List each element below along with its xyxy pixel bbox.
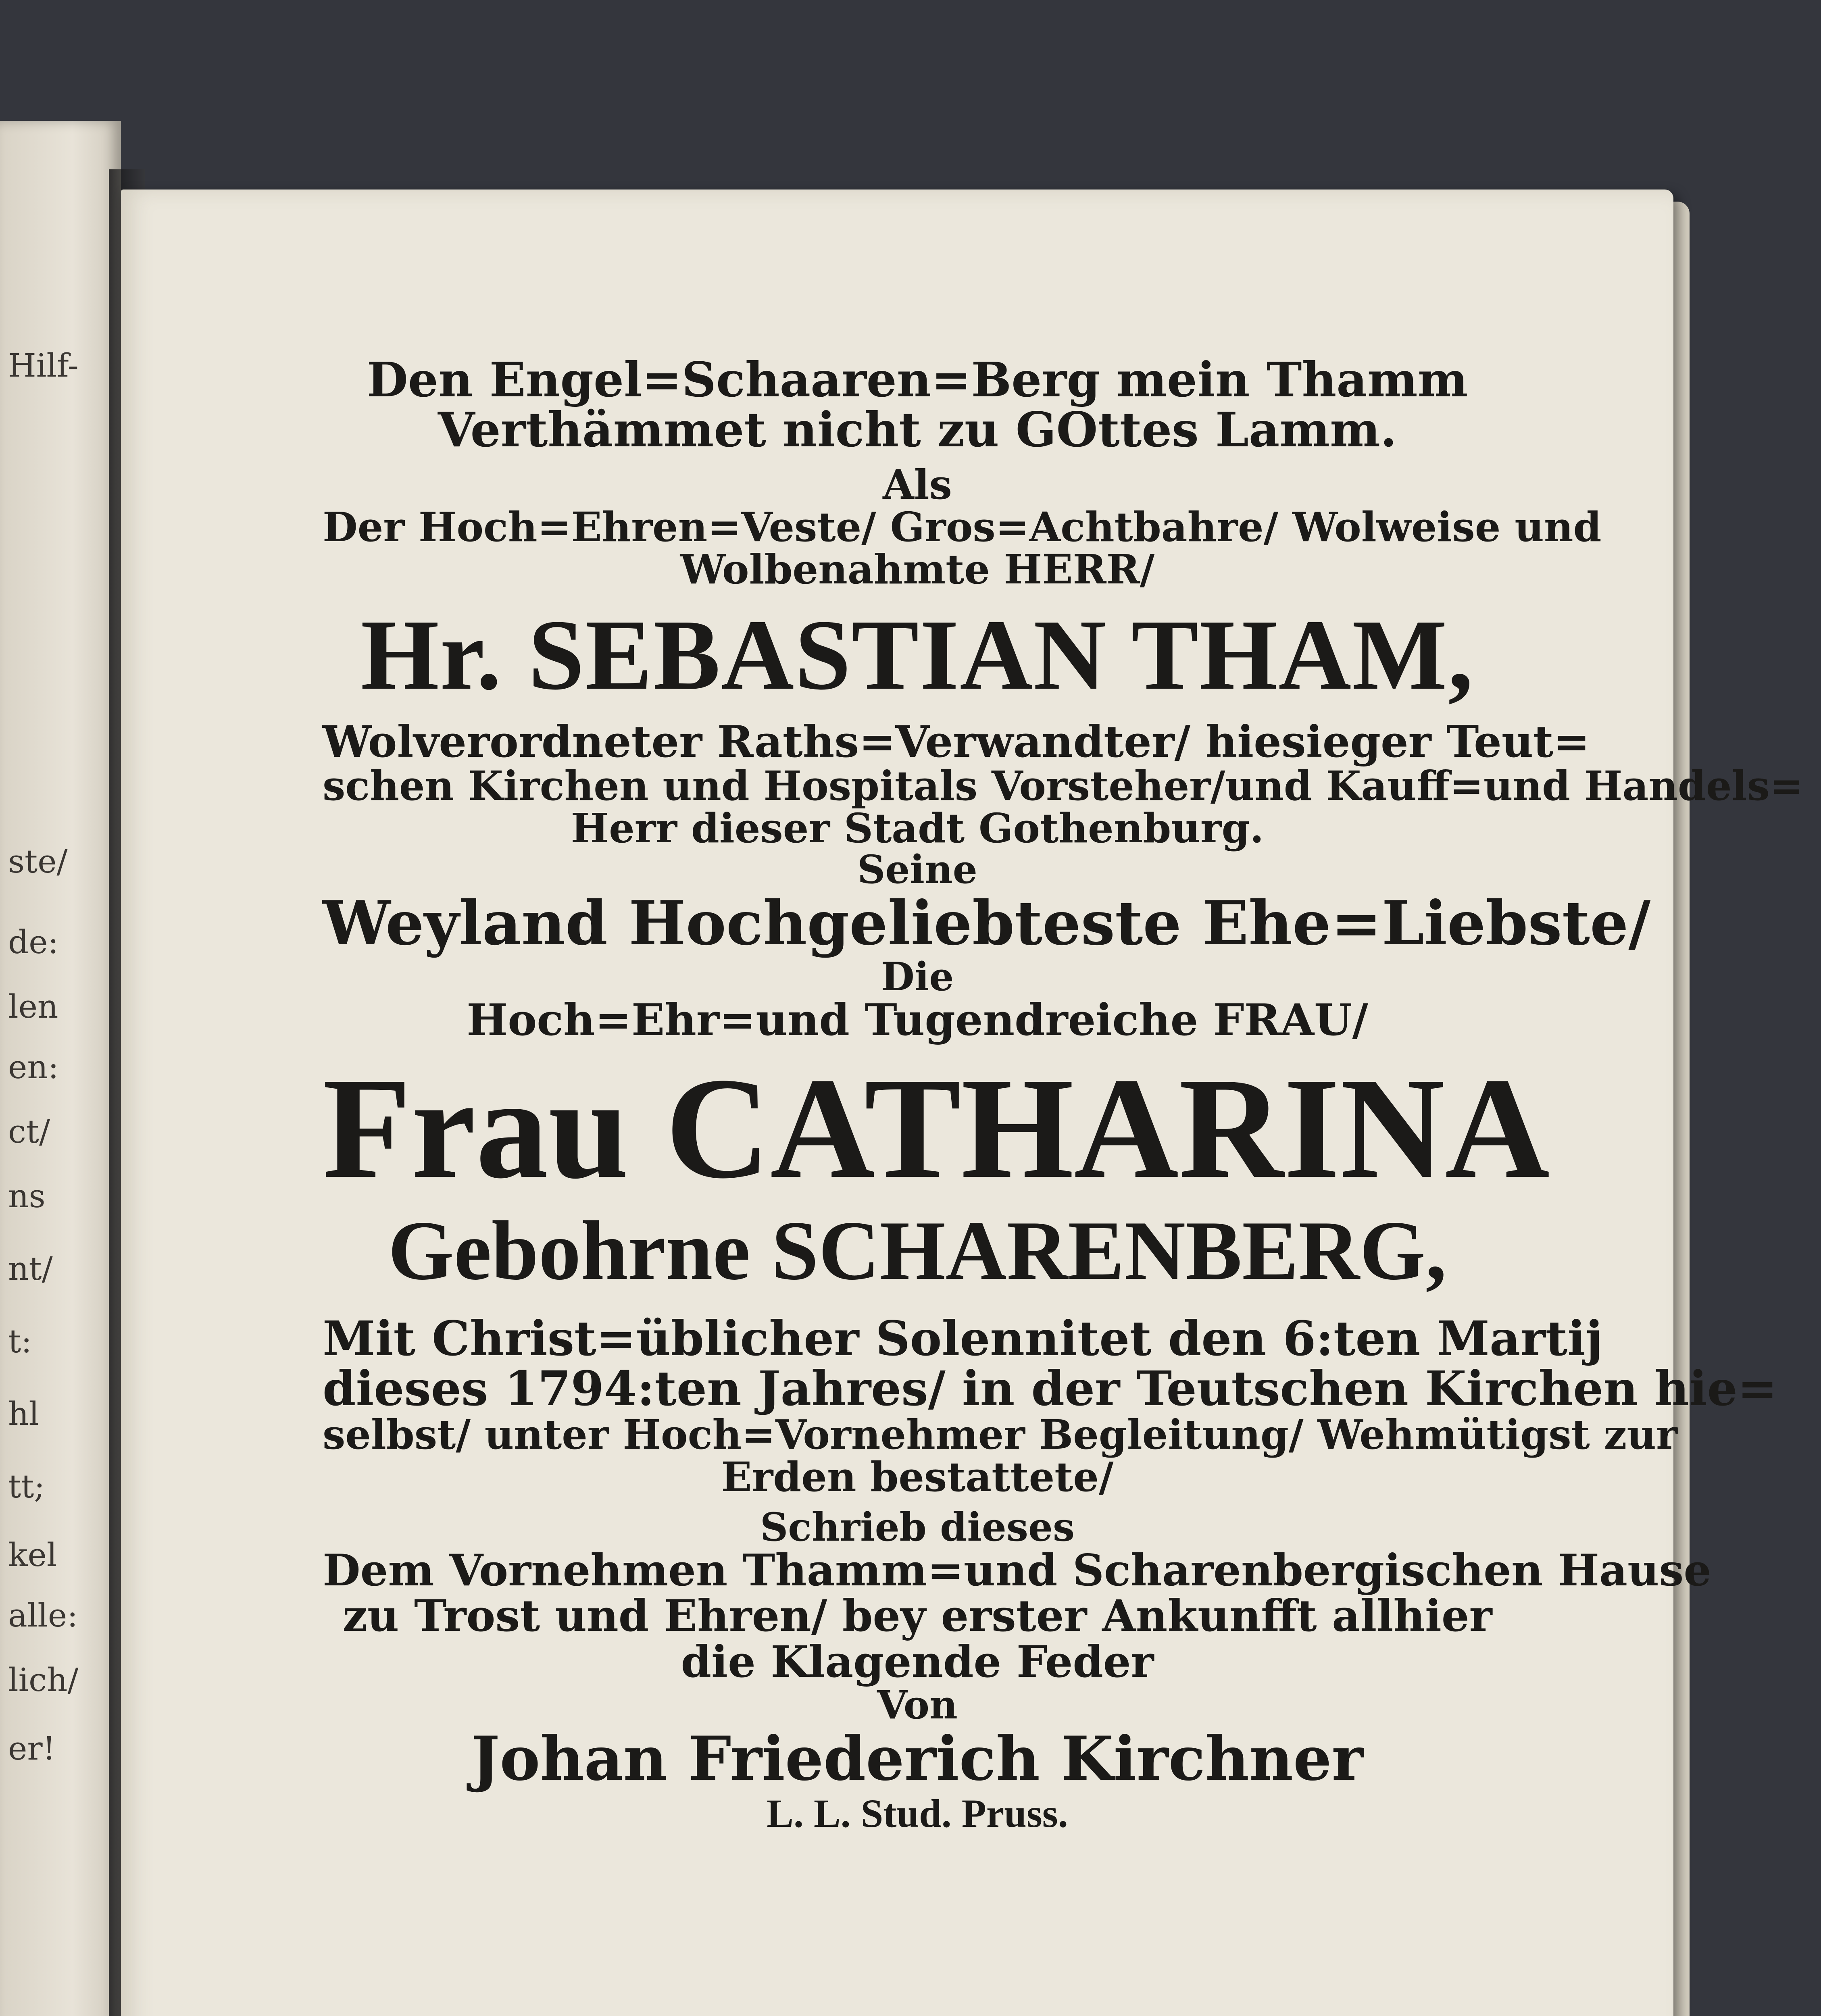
title-line: Als: [883, 460, 952, 508]
title-line: Seine: [857, 847, 977, 893]
title-line: Hoch=Ehr=und Tugendreiche FRAU/: [467, 994, 1368, 1045]
title-line: Wolverordneter Raths=Verwandter/ hiesieger Teut=: [323, 716, 1590, 767]
maiden-name: Gebohrne SCHARENBERG,: [388, 1204, 1447, 1298]
deceased-wife-name: Frau CATHARINA: [323, 1048, 1550, 1209]
title-line: Der Hoch=Ehren=Veste/ Gros=Achtbahre/ Wolweise und: [323, 503, 1602, 551]
left-page-fragment: kel: [8, 1536, 57, 1574]
title-line: Erden bestattete/: [721, 1453, 1114, 1501]
left-page-fragment: lich/: [8, 1661, 79, 1699]
left-page-fragment: nt/: [8, 1250, 53, 1287]
title-line: Von: [877, 1682, 958, 1728]
title-line: Verthämmet nicht zu GOttes Lamm.: [438, 401, 1397, 458]
title-line: selbst/ unter Hoch=Vornehmer Begleitung/ Wehmütigst zur: [323, 1410, 1677, 1458]
author-credential: L. L. Stud. Pruss.: [767, 1791, 1068, 1836]
title-line: schen Kirchen und Hospitals Vorsteher/und Kauff=und Handels=: [323, 762, 1804, 810]
deceased-husband-name: Hr. SEBASTIAN THAM,: [360, 599, 1474, 711]
title-line: Weyland Hochgeliebteste Ehe=Liebste/: [323, 887, 1651, 959]
left-page-fragment: ct/: [8, 1113, 50, 1150]
title-line: zu Trost und Ehren/ bey erster Ankunfft allhier: [342, 1591, 1492, 1642]
left-page-fragment: t:: [8, 1322, 32, 1360]
left-page-fragment: ste/: [8, 843, 68, 880]
title-line: Wolbenahmte HERR/: [680, 545, 1155, 593]
left-page-fragment: tt;: [8, 1468, 45, 1505]
title-line: Schrieb dieses: [760, 1504, 1075, 1550]
title-line: Den Engel=Schaaren=Berg mein Thamm: [367, 352, 1468, 408]
left-page-fragment: de:: [8, 923, 59, 961]
left-page-fragment: alle:: [8, 1597, 78, 1634]
left-page-fragment: en:: [8, 1048, 59, 1086]
author-name: Johan Friederich Kirchner: [471, 1723, 1364, 1794]
title-page-text: [323, 352, 1804, 1836]
title-line: die Klagende Feder: [681, 1636, 1154, 1687]
title-line: Mit Christ=üblicher Solennitet den 6:ten Martij: [323, 1310, 1603, 1367]
left-facing-page: [0, 121, 121, 2016]
left-page-fragment: ns: [8, 1177, 46, 1215]
title-line: dieses 1794:ten Jahres/ in der Teutschen Kirchen hie=: [323, 1360, 1777, 1417]
title-line: Die: [881, 954, 954, 1000]
left-page-fragment: Hilf-: [8, 347, 79, 384]
left-page-fragment: len: [8, 988, 58, 1025]
title-line: Dem Vornehmen Thamm=und Scharenbergischen Hause: [323, 1545, 1712, 1596]
left-page-fragment: hl: [8, 1395, 40, 1433]
title-line: Herr dieser Stadt Gothenburg.: [571, 804, 1264, 852]
left-page-fragment: er!: [8, 1730, 56, 1767]
